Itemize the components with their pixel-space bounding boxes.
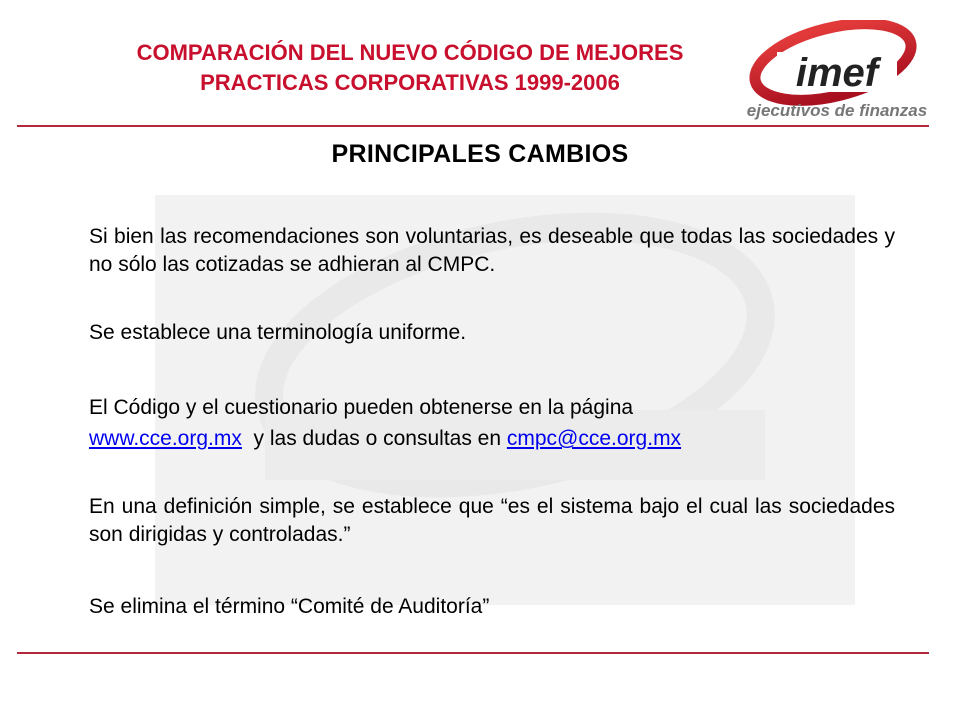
imef-logo bbox=[725, 20, 935, 122]
bottom-divider bbox=[17, 652, 929, 654]
top-divider bbox=[17, 125, 929, 127]
logo-brand-text: imef bbox=[795, 51, 879, 95]
paragraph-audit-committee: Se elimina el término “Comité de Auditoría” bbox=[89, 595, 490, 618]
cmpc-email-link[interactable]: cmpc@cce.org.mx bbox=[506, 427, 682, 450]
paragraph-terminology: Se establece una terminología uniforme. bbox=[89, 321, 467, 344]
download-middle-text: y las dudas o consultas en bbox=[241, 427, 507, 450]
logo-tagline: ejecutivos de finanzas bbox=[746, 101, 928, 120]
title-line-2: PRACTICAS CORPORATIVAS 1999-2006 bbox=[200, 70, 620, 95]
paragraph-voluntary: Si bien las recomendaciones son voluntarias, es deseable que todas las sociedades y no sólo las cotizadas se adhieran al CMPC. bbox=[89, 225, 895, 276]
paragraph-definition: En una definición simple, se establece que “es el sistema bajo el cual las sociedades son dirigidas y controladas.” bbox=[89, 495, 895, 546]
imef-logo-icon bbox=[725, 20, 935, 122]
paragraph-download bbox=[89, 394, 895, 453]
download-links-line bbox=[89, 425, 895, 453]
cce-website-link[interactable]: www.cce.org.mx bbox=[89, 427, 242, 450]
slide-title bbox=[60, 38, 760, 98]
title-line-1: COMPARACIÓN DEL NUEVO CÓDIGO DE MEJORES bbox=[136, 40, 684, 65]
download-text: El Código y el cuestionario pueden obtenerse en la página bbox=[89, 396, 634, 419]
section-heading: PRINCIPALES CAMBIOS bbox=[331, 140, 629, 168]
